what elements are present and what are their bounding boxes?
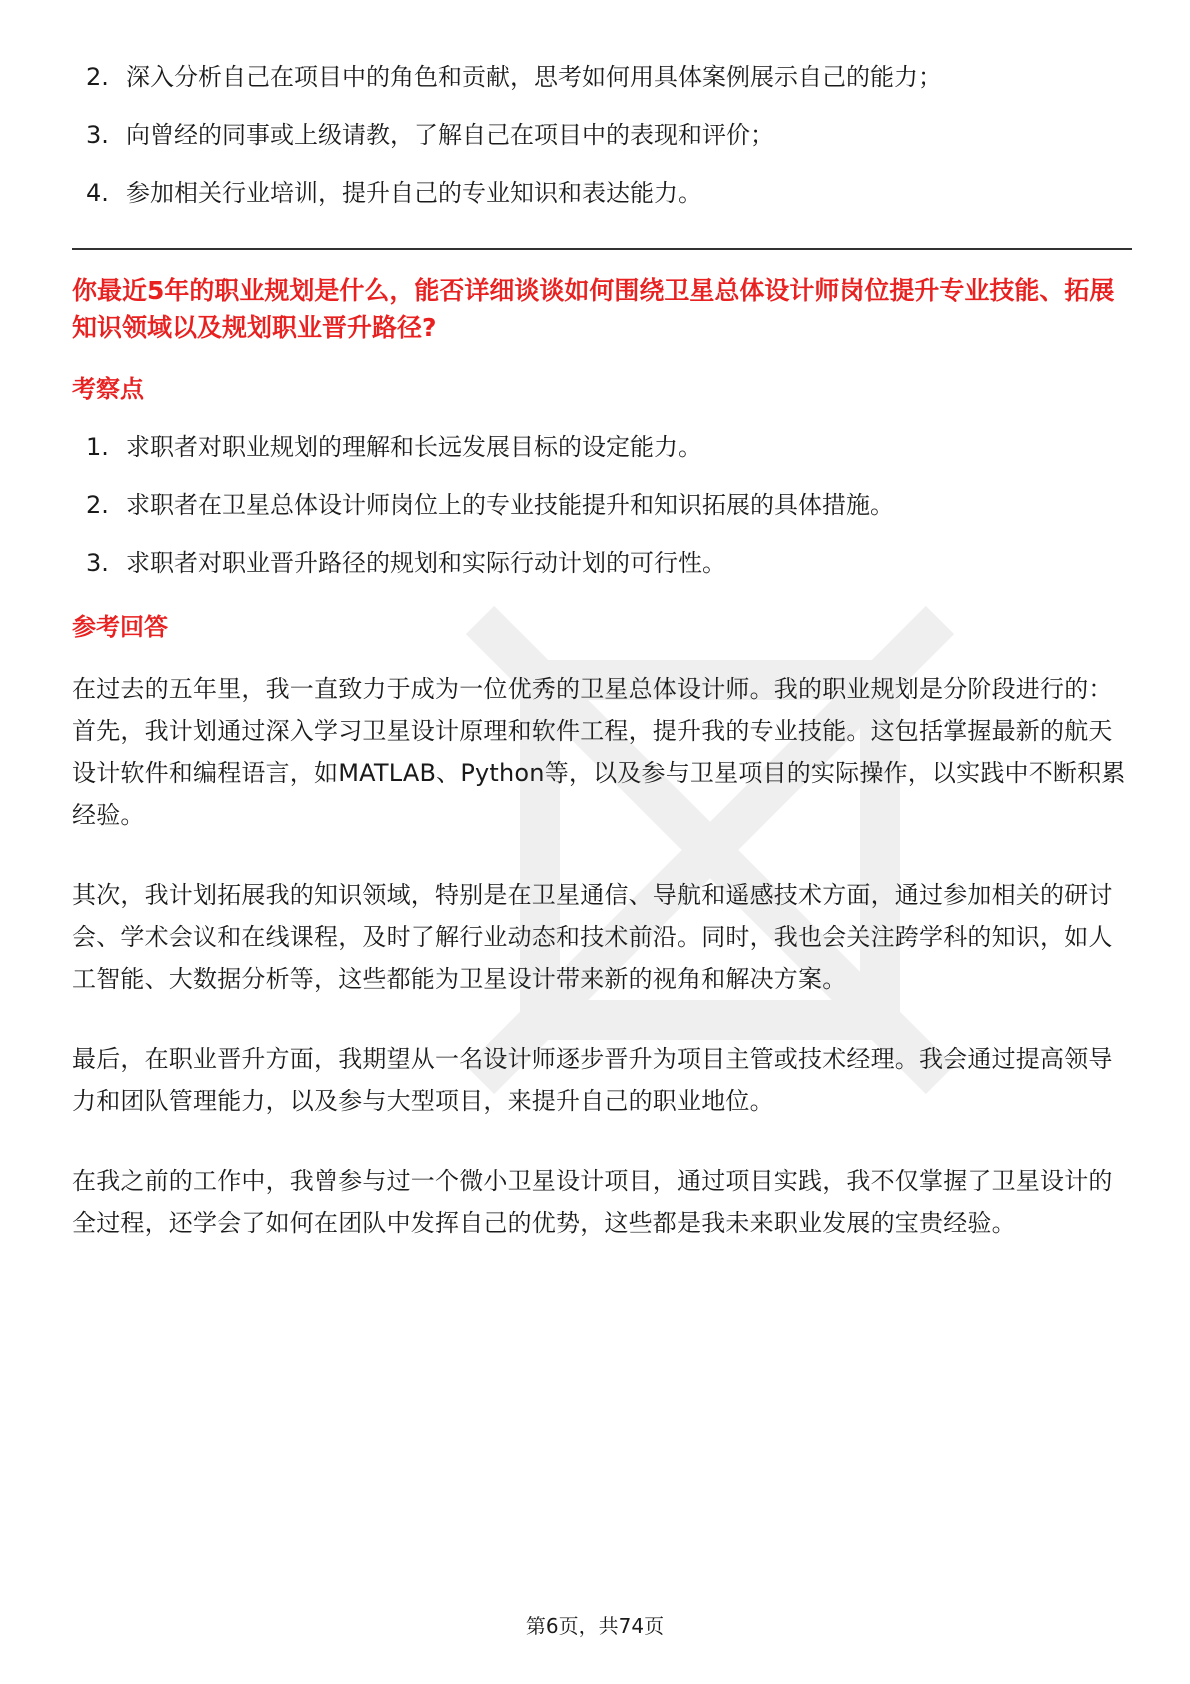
question-heading: 你最近5年的职业规划是什么，能否详细谈谈如何围绕卫星总体设计师岗位提升专业技能、拓展知识领域以及规划职业晋升路径? bbox=[72, 276, 1115, 342]
list-number: 3. bbox=[86, 121, 109, 149]
list-number: 3. bbox=[86, 549, 109, 577]
list-number: 4. bbox=[86, 179, 109, 207]
content bbox=[72, 60, 1132, 1282]
list-item bbox=[72, 118, 1132, 152]
answer-paragraph: 其次，我计划拓展我的知识领域，特别是在卫星通信、导航和遥感技术方面，通过参加相关的研讨会、学术会议和在线课程，及时了解行业动态和技术前沿。同时，我也会关注跨学科的知识，如人工智能、大数据分析等，这些都能为卫星设计带来新的视角和解决方案。 bbox=[72, 881, 1113, 993]
list-number: 2. bbox=[86, 63, 109, 91]
intro-list bbox=[72, 60, 1132, 210]
list-text: 向曾经的同事或上级请教，了解自己在项目中的表现和评价； bbox=[126, 121, 774, 149]
answer-paragraph: 最后，在职业晋升方面，我期望从一名设计师逐步晋升为项目主管或技术经理。我会通过提高领导力和团队管理能力，以及参与大型项目，来提升自己的职业地位。 bbox=[72, 1045, 1113, 1115]
answer-paragraph: 在我之前的工作中，我曾参与过一个微小卫星设计项目，通过项目实践，我不仅掌握了卫星设计的全过程，还学会了如何在团队中发挥自己的优势，这些都是我未来职业发展的宝贵经验。 bbox=[72, 1167, 1113, 1237]
points-list bbox=[72, 430, 1132, 580]
list-item bbox=[72, 546, 1132, 580]
list-text: 求职者在卫星总体设计师岗位上的专业技能提升和知识拓展的具体措施。 bbox=[126, 491, 894, 519]
list-text: 参加相关行业培训，提升自己的专业知识和表达能力。 bbox=[126, 179, 702, 207]
list-number: 2. bbox=[86, 491, 109, 519]
answer-label: 参考回答 bbox=[72, 613, 168, 641]
list-item bbox=[72, 60, 1132, 94]
list-text: 深入分析自己在项目中的角色和贡献，思考如何用具体案例展示自己的能力； bbox=[126, 63, 942, 91]
answer-paragraph: 在过去的五年里，我一直致力于成为一位优秀的卫星总体设计师。我的职业规划是分阶段进行的：首先，我计划通过深入学习卫星设计原理和软件工程，提升我的专业技能。这包括掌握最新的航天设计软件和编程语言，如MATLAB、Python等，以及参与卫星项目的实际操作，以实践中不断积累经验。 bbox=[72, 675, 1126, 829]
points-label: 考察点 bbox=[72, 375, 144, 403]
list-number: 1. bbox=[86, 433, 109, 461]
list-text: 求职者对职业晋升路径的规划和实际行动计划的可行性。 bbox=[126, 549, 726, 577]
list-item bbox=[72, 488, 1132, 522]
section-divider bbox=[72, 248, 1132, 250]
list-text: 求职者对职业规划的理解和长远发展目标的设定能力。 bbox=[126, 433, 702, 461]
list-item bbox=[72, 430, 1132, 464]
page-footer: 第6页，共74页 bbox=[525, 1614, 665, 1638]
list-item bbox=[72, 176, 1132, 210]
